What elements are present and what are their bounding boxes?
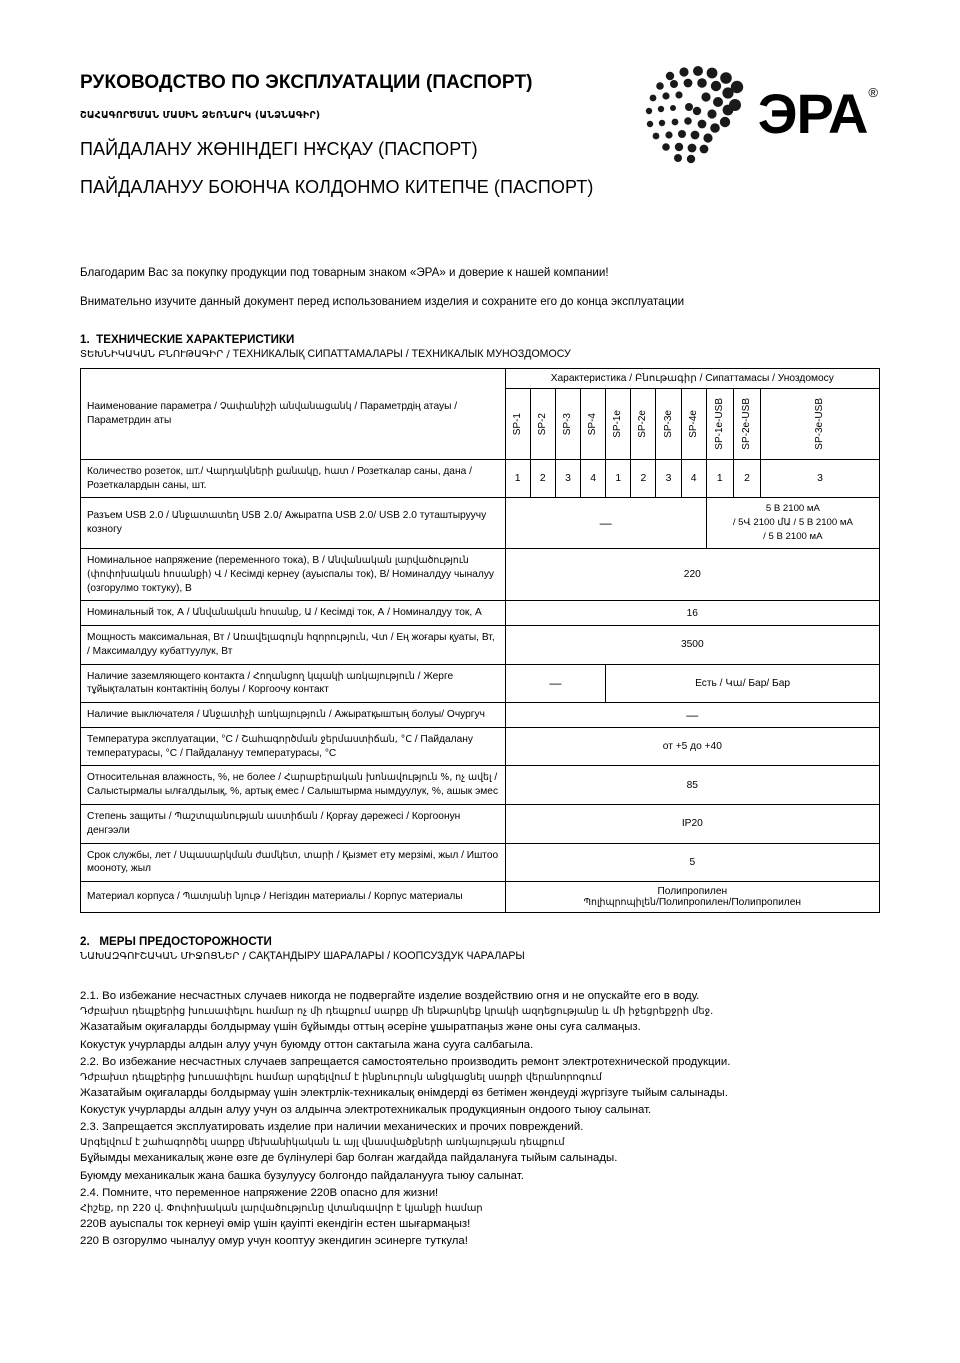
row-label [81,549,506,601]
intro-paragraph [80,264,880,311]
title-kyrgyz: ПАЙДАЛАНУУ БОЮНЧА КОЛДОНМО КИТЕПЧЕ (ПАСПОРТ) [80,177,594,197]
safety-2-2-hy: Դժբախտ դեպքերից խուսափելու համար արգելվում է ինքնուրույն անցկացնել սարքի վերանորոգում [80,1071,602,1083]
usb-line-2: / 5Վ 2100 մԱ / 5 B 2100 мА [732,517,853,529]
row-label [81,805,506,844]
section2-subheading [80,950,880,962]
column-sp-1 [505,388,530,459]
cell-value: 2 [631,459,656,498]
document-header [80,58,880,198]
table-row-voltage [81,549,880,601]
row-label-rest: / Қорғау дәрежесі / Коргоонун денгээли [87,811,461,836]
cell-value: 16 [505,601,879,626]
row-label-rest: / Розеткалар саны, дана / Розеткалардын саны, шт. [87,465,472,491]
safety-2-3-kk: Бұйымды механикалық және өзге де бүлінулері бар болған жағдайда пайдалануға тыйым салынады. [80,1152,618,1165]
param-header-cell [81,368,506,459]
row-label [81,664,506,703]
cell-value-dash: — [505,498,706,549]
row-label-ru: Номинальное напряжение (переменного тока), В / [87,555,325,567]
column-label: SP-2e [637,409,649,438]
row-label [81,703,506,728]
row-label-hy: Վարդակների քանակը, հատ [206,465,349,477]
column-sp-1e-usb [706,388,733,459]
row-label-hy: Անջատատեղ USB 2.0/ [171,510,282,522]
row-label [81,843,506,882]
safety-2-1-kk: Жазатайым оқиғаларды болдырмау үшін бұйымды оттың әсеріне ұшыратпаңыз және оны суға салмаңыз. [80,1021,641,1034]
section2-heading [80,935,880,948]
table-row-protection [81,805,880,844]
row-label-rest: / Ажыратқыштың болуы/ Очургуч [328,709,485,721]
section1-sub-rest: ТЕХНИКАЛЫҚ СИПАТТАМАЛАРЫ / ТЕХНИКАЛЫК МУНОЗДОМОСУ [232,347,571,360]
cell-value: 1 [706,459,733,498]
column-sp-4 [581,388,606,459]
table-row-switch [81,703,880,728]
table-header-row-1 [81,368,880,388]
cell-value: 1 [505,459,530,498]
logo-text-label: ЭРА [757,82,868,145]
row-label-ru: Разъем USB 2.0 / [87,510,169,522]
safety-list [80,988,880,1250]
row-label-ru: Материал корпуса / [87,891,180,903]
logo-wordmark [757,82,877,145]
cell-value: 2 [530,459,555,498]
column-label: SP-1e [612,409,624,438]
specifications-table [80,368,880,913]
table-row-service-life [81,843,880,882]
cell-value: 3500 [505,626,879,665]
row-label-rest: / Ең жоғары қуаты, Вт, / Максималдуу кубаттуулук, Вт [87,632,495,657]
cell-value: Есть / Կա/ Бар/ Бар [606,664,880,703]
title-armenian: ՇԱՀԱԳՈՐԾՄԱՆ ՄԱՍԻՆ ՁԵՌՆԱՐԿ (ԱՆՁՆԱԳԻՐ) [80,110,321,121]
row-label-rest: / Жерге тұйықталатын контактінің болуы / Коргоочу контакт [87,670,454,696]
usb-line-1: 5 В 2100 мА [765,503,820,515]
row-label [81,498,506,549]
material-line-1: Полипропилен [657,886,728,898]
row-label-hy: Անվանական հոսանք, Ա [192,607,312,619]
safety-2-1-hy: Դժբախտ դեպքերից խուսափելու համար ոչ մի դեպքում սարքը մի ենթարկեք կրակի ազդեցությանը և մի իջեցրեքջրի մեջ. [80,1006,714,1018]
safety-2-3-ru: 2.3. Запрещается эксплуатировать изделие при наличии механических и прочих повреждений. [80,1121,584,1134]
table-row-humidity [81,766,880,805]
row-label-rest: / Кесімді ток, А / Номиналдуу ток, А [314,607,482,619]
param-header-ru: Наименование параметра / [87,401,217,413]
row-label-rest: / Пайдалану температурасы, °С / Пайдалануу температурасы, °С [87,733,474,759]
intro-line-1: Благодарим Вас за покупку продукции под товарным знаком «ЭРА» и доверие к нашей компании! [80,266,609,279]
table-row-socket-count [81,459,880,498]
row-label-hy: Հարաբերական խոնավություն %, ոչ ավել [283,772,492,784]
table-row-power [81,626,880,665]
section1-subheading [80,348,880,360]
row-label-hy: Շահագործման ջերմաստիճան, °С [241,733,412,745]
usb-line-3: / 5 В 2100 мА [763,531,823,543]
row-label-ru: Температура эксплуатации, °С / [87,733,239,745]
column-sp-1e [606,388,631,459]
material-line-2 [511,897,874,908]
column-label: SP-4 [587,412,599,435]
column-sp-2e-usb [733,388,760,459]
row-label-hy: Անվանական լարվածություն (փոփոխական հոսանքի) Վ [87,555,469,580]
cell-value: 3 [555,459,580,498]
row-label-rest: Ажыратпа USB 2.0/ USB 2.0 туташтыруучу козногу [87,510,487,536]
column-label: SP-2 [536,412,548,435]
row-label-rest: / Қызмет ету мерзімі, жыл / Иштоо мооноту, жыл [87,849,499,875]
cell-value-dash: — [505,703,879,728]
row-label [81,626,506,665]
row-label-rest: / Негіздин материалы / Корпус материалы [263,891,463,903]
row-label-ru: Наличие выключателя / [87,709,200,721]
section1-sub-hy: ՏԵԽՆԻԿԱԿԱՆ ԲՆՈՒԹԱԳԻՐ / [80,348,230,360]
table-row-current [81,601,880,626]
column-label: SP-3 [561,412,573,435]
row-label-rest: / Кесімді кернеу (ауыспалы ток), В/ Номиналдуу чыналуу (озгорулмо токтуку), В [87,568,495,594]
safety-2-4-ru: 2.4. Помните, что переменное напряжение 220В опасно для жизни! [80,1186,439,1199]
title-kazakh: ПАЙДАЛАНУ ЖӨНІНДЕГІ НҰСҚАУ (ПАСПОРТ) [80,139,478,159]
material-rest: /Полипропилен/Полипропилен [656,897,802,909]
row-label-ru: Степень защиты / [87,811,172,823]
section1-heading [80,333,880,346]
row-label-ru: Относительная влажность, %, не более / [87,772,282,784]
column-label: SP-2e-USB [740,397,752,450]
column-label: SP-3e [662,409,674,438]
column-label: SP-4e [687,409,699,438]
section2-number: 2. [80,935,90,949]
cell-value: 3 [656,459,681,498]
column-sp-3 [555,388,580,459]
column-sp-2 [530,388,555,459]
row-label-hy: Հողանցող կպակի առկայություն [253,670,415,682]
safety-2-2-ky: Кокустук учурларды алдын алуу учун оз алдынча электротехникалык продукциянын ондоого тыюу салынат. [80,1104,652,1117]
row-label [81,727,506,766]
safety-2-4-kk: 220В ауыспалы ток кернеуі өмір үшін қауіпті екендігін естен шығармаңыз! [80,1217,471,1230]
column-sp-3e-usb [761,388,880,459]
intro-line-2: Внимательно изучите данный документ перед использованием изделия и сохраните его до конца эксплуатации [80,295,685,309]
cell-value [505,882,879,913]
material-hy: Պոլիպրոպիլեն [583,897,656,909]
cell-value: IP20 [505,805,879,844]
safety-2-2-ru: 2.2. Во избежание несчастных случаев запрещается самостоятельно производить ремонт электротехнической продукции. [80,1055,731,1068]
row-label-ru: Количество розеток, шт./ [87,465,204,477]
param-header-kk: / Параметрдің атауы / Параметрдин аты [87,401,458,426]
safety-2-2-kk: Жазатайым оқиғаларды болдырмау үшін электрлік-техникалық өнімдерді өз бетімен жөндеуді жүргізуге тыйым салынады. [80,1086,728,1099]
safety-2-3-hy: Արգելվում է շահագործել սարքը մեխանիկական և այլ վնասվածքների առկայության դեպքում [80,1137,565,1149]
cell-value: 4 [581,459,606,498]
row-label [81,459,506,498]
row-label-hy: Անջատիչի առկայություն [202,709,326,721]
registered-mark-icon: ® [868,85,877,101]
characteristic-header-cell: Характеристика / Բնութագիր / Сипаттамасы / Уноздомосу [505,368,879,388]
param-header-hy: Չափանիշի անվանացանկ [219,401,352,413]
column-sp-4e [681,388,706,459]
section2-sub-rest: САҚТАНДЫРУ ШАРАЛАРЫ / КООПСУЗДУК ЧАРАЛАРЫ [248,950,525,963]
cell-value: от +5 до +40 [505,727,879,766]
safety-2-1-ky: Кокустук учурларды алдын алуу учун буюмду оттон сактагыла жана сууга салбагыла. [80,1038,534,1051]
row-label-rest: / Салыстырмалы ылғалдылық, %, артық емес / Салыштырма нымдуулук, %, ашык эмес [87,772,499,798]
cell-value: 3 [761,459,880,498]
row-label-hy: Առավելագույն հզորություն, Վտ [232,632,388,644]
safety-2-4-hy: Հիշեք, որ 220 վ. Փոփոխական լարվածությունը վտանգավոր է կյանքի համար [80,1202,483,1214]
title-russian: РУКОВОДСТВО ПО ЭКСПЛУАТАЦИИ (ПАСПОРТ) [80,72,533,93]
section2-sub-hy: ՆԱԽԱԶԳՈՒՇԱԿԱՆ ՄԻՋՈՑՆԵՐ / [80,951,246,963]
row-label [81,766,506,805]
safety-2-1-ru: 2.1. Во избежание несчастных случаев никогда не подвергайте изделие воздействию огня и не опускайте его в воду. [80,990,700,1003]
column-sp-2e [631,388,656,459]
column-sp-3e [656,388,681,459]
row-label-hy: Պաշտպանության աստիճան [174,811,318,823]
row-label-ru: Номинальный ток, А / [87,607,190,619]
table-row-temperature [81,727,880,766]
brand-logo [640,58,880,164]
cell-value: 5 [505,843,879,882]
table-row-usb [81,498,880,549]
column-label: SP-3e-USB [814,397,826,450]
safety-2-4-ky: 220 В озгорулмо чыналуу омур учун кооптуу экендигин эсинерге туткула! [80,1235,468,1248]
row-label-ru: Срок службы, лет / [87,849,177,861]
column-label: SP-1 [511,412,523,435]
row-label-ru: Наличие заземляющего контакта / [87,670,251,682]
cell-value: 85 [505,766,879,805]
cell-value-dash: — [505,664,606,703]
row-label-hy: Պատյանի նյութ [182,891,261,903]
row-label-ru: Мощность максимальная, Вт / [87,632,231,644]
safety-2-3-ky: Буюмду механикалык жана башка бузулуусу болгондо пайдаланууга тыюу салынат. [80,1169,524,1182]
era-dots-icon [640,64,752,164]
row-label [81,882,506,913]
cell-value: 220 [505,549,879,601]
title-block [80,58,593,198]
cell-value: 2 [733,459,760,498]
table-row-ground-contact [81,664,880,703]
cell-value-usb [706,498,879,549]
cell-value: 4 [681,459,706,498]
table-row-body-material [81,882,880,913]
section1-title: ТЕХНИЧЕСКИЕ ХАРАКТЕРИСТИКИ [96,332,295,346]
column-label: SP-1e-USB [713,397,725,450]
row-label-hy: Սպասարկման ժամկետ, տարի [179,849,334,861]
cell-value: 1 [606,459,631,498]
section2-title: МЕРЫ ПРЕДОСТОРОЖНОСТИ [99,935,272,949]
row-label [81,601,506,626]
section1-number: 1. [80,332,90,346]
